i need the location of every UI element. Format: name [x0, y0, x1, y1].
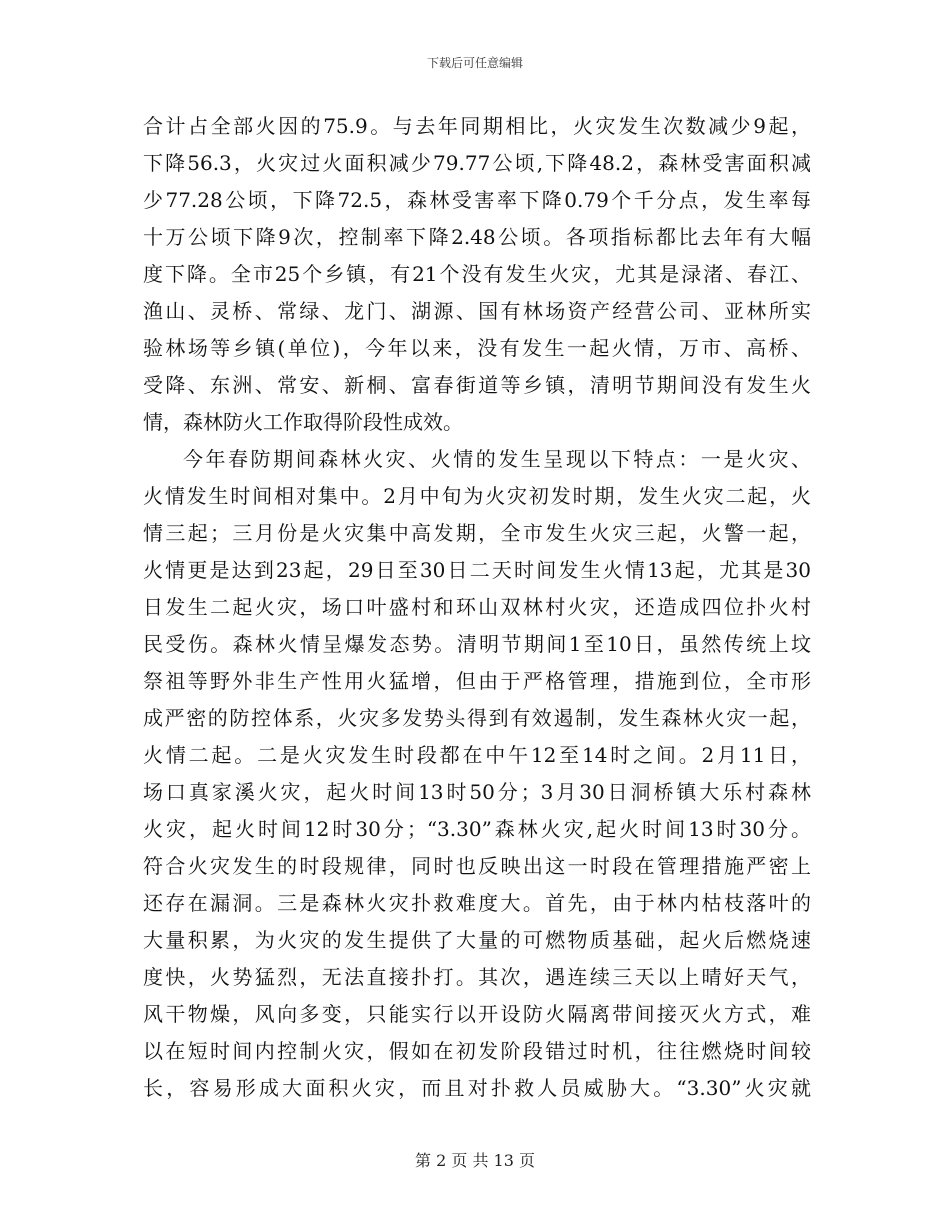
- body-line: 度快，火势猛烈，无法直接扑打。其次，遇连续三天以上晴好天气，: [143, 965, 811, 989]
- body-line: 情三起；三月份是火灾集中高发期，全市发生火灾三起，火警一起，: [143, 521, 811, 545]
- body-line: 十万公顷下降9次，控制率下降2.48公顷。各项指标都比去年有大幅: [143, 225, 811, 249]
- body-line: 日发生二起火灾，场口叶盛村和环山双林村火灾，还造成四位扑火村: [143, 595, 811, 619]
- body-line: 情，森林防火工作取得阶段性成效。: [143, 410, 463, 434]
- body-line: 火情发生时间相对集中。2月中旬为火灾初发时期，发生火灾二起，火: [143, 484, 811, 508]
- body-line: 符合火灾发生的时段规律，同时也反映出这一时段在管理措施严密上: [143, 854, 811, 878]
- body-line: 火灾，起火时间12时30分；“3.30”森林火灾,起火时间13时30分。: [143, 817, 811, 841]
- body-line: 成严密的防控体系，火灾多发势头得到有效遏制，发生森林火灾一起，: [143, 706, 811, 730]
- body-line: 风干物燥，风向多变，只能实行以开设防火隔离带间接灭火方式，难: [143, 1002, 811, 1026]
- body-line: 受降、东洲、常安、新桐、富春街道等乡镇，清明节期间没有发生火: [143, 373, 811, 397]
- page-header-note: 下载后可任意编辑: [426, 56, 523, 70]
- body-line: 民受伤。森林火情呈爆发态势。清明节期间1至10日，虽然传统上坟: [143, 632, 811, 656]
- body-line: 场口真家溪火灾，起火时间13时50分；3月30日洞桥镇大乐村森林: [143, 780, 811, 804]
- body-line: 长，容易形成大面积火灾，而且对扑救人员威胁大。“3.30”火灾就: [143, 1076, 811, 1100]
- body-line: 渔山、灵桥、常绿、龙门、湖源、国有林场资产经营公司、亚林所实: [143, 299, 811, 323]
- body-line: 以在短时间内控制火灾，假如在初发阶段错过时机，往往燃烧时间较: [143, 1039, 811, 1063]
- body-line: 验林场等乡镇(单位)，今年以来，没有发生一起火情，万市、高桥、: [143, 336, 811, 360]
- body-line: 火情更是达到23起，29日至30日二天时间发生火情13起，尤其是30: [143, 558, 811, 582]
- body-line: 少77.28公顷，下降72.5，森林受害率下降0.79个千分点，发生率每: [143, 188, 811, 212]
- body-line: 还存在漏洞。三是森林火灾扑救难度大。首先，由于林内枯枝落叶的: [143, 891, 811, 915]
- paragraph-start-line: 今年春防期间森林火灾、火情的发生呈现以下特点：一是火灾、: [183, 447, 811, 471]
- document-body: [143, 108, 811, 1107]
- body-line: 火情二起。二是火灾发生时段都在中午12至14时之间。2月11日，: [143, 743, 811, 767]
- body-line: 合计占全部火因的75.9。与去年同期相比，火灾发生次数减少9起，: [143, 114, 811, 138]
- page-number-footer: 第 2 页 共 13 页: [415, 1151, 535, 1170]
- body-line: 度下降。全市25个乡镇，有21个没有发生火灾，尤其是渌渚、春江、: [143, 262, 811, 286]
- body-line: 下降56.3，火灾过火面积减少79.77公顷,下降48.2，森林受害面积减: [143, 151, 811, 175]
- body-line: 祭祖等野外非生产性用火猛增，但由于严格管理，措施到位，全市形: [143, 669, 811, 693]
- body-line: 大量积累，为火灾的发生提供了大量的可燃物质基础，起火后燃烧速: [143, 928, 811, 952]
